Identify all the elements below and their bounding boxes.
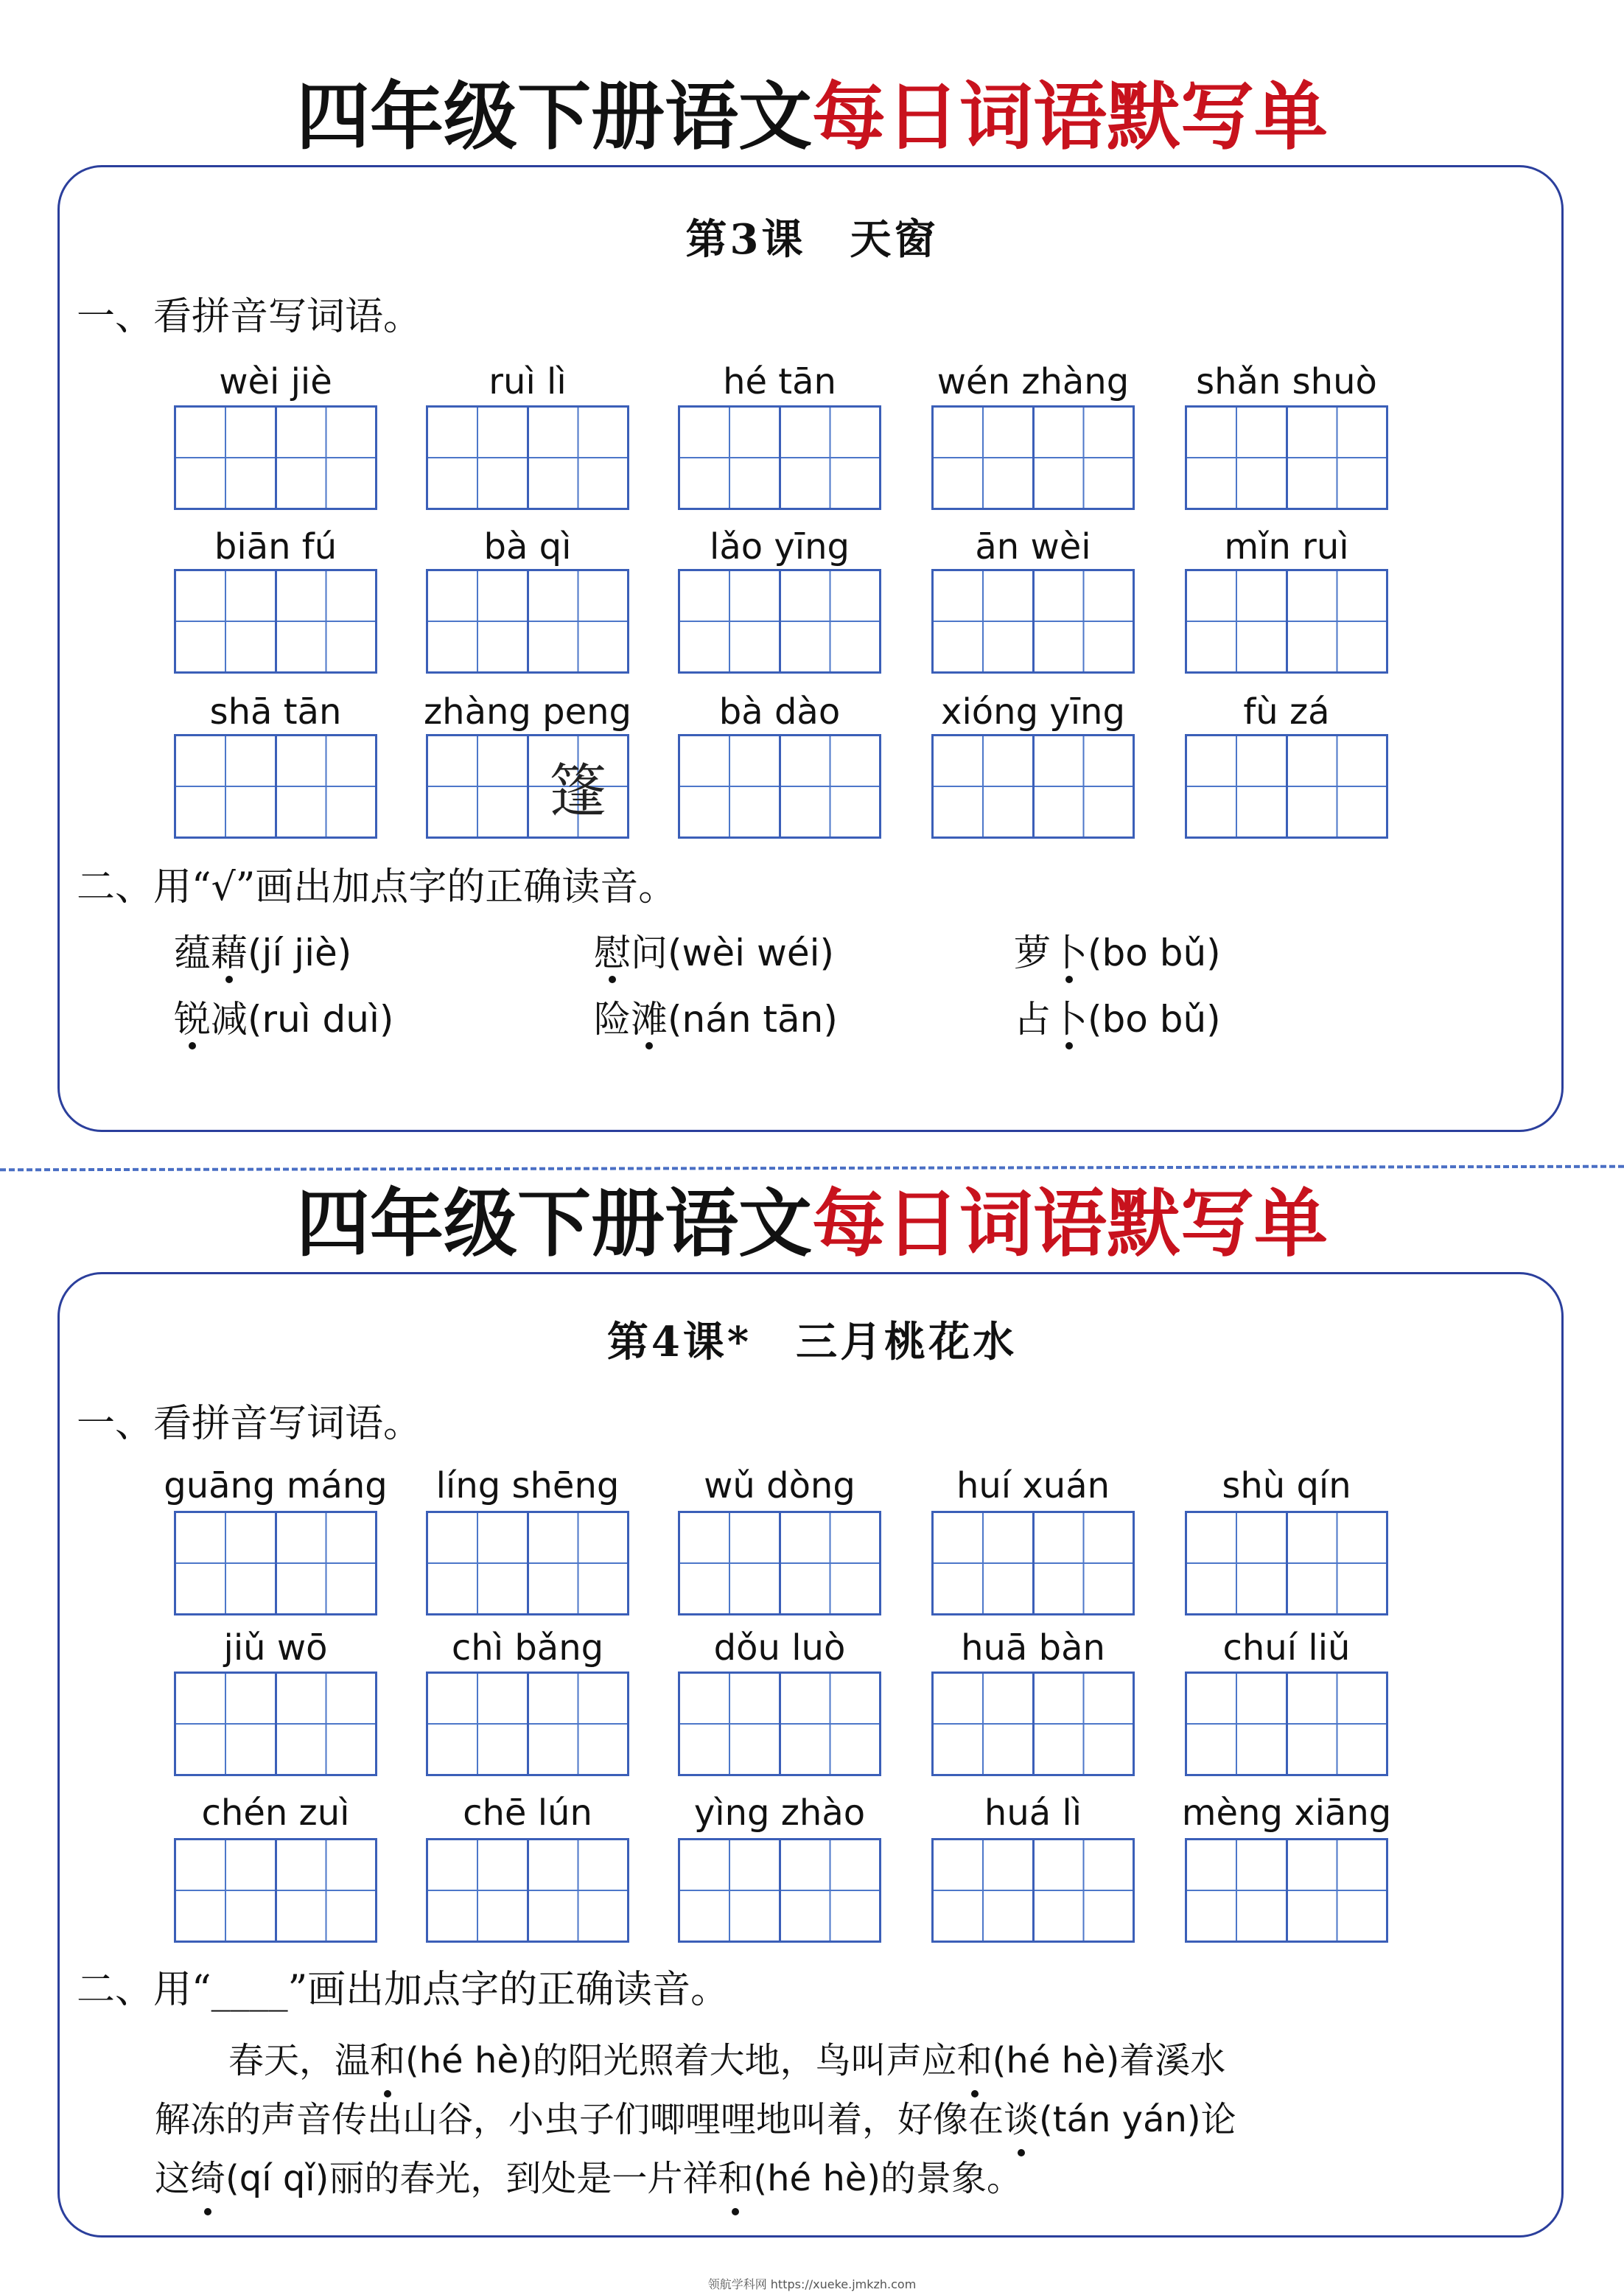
writing-grid[interactable] <box>931 405 1135 510</box>
tianzige-cell[interactable] <box>1286 1840 1387 1941</box>
tianzige-cell[interactable] <box>1187 408 1286 508</box>
writing-grid[interactable] <box>931 1838 1135 1943</box>
word-pinyin: líng shēng <box>435 1465 620 1506</box>
tianzige-cell[interactable] <box>680 736 779 836</box>
tianzige-cell[interactable] <box>527 571 628 671</box>
tianzige-cell[interactable] <box>428 1674 527 1774</box>
word-pinyin: hé tān <box>723 361 836 402</box>
writing-grid[interactable] <box>426 734 629 839</box>
word-pinyin: lǎo yīng <box>709 526 850 567</box>
tianzige-cell[interactable] <box>934 736 1032 836</box>
passage-line-1: 春天，温和(hé hè)的阳光照着大地，鸟叫声应和(hé hè)着溪水 <box>228 2031 1225 2090</box>
writing-grid[interactable] <box>1185 405 1388 510</box>
tianzige-cell[interactable] <box>934 571 1032 671</box>
writing-grid[interactable] <box>174 1672 377 1776</box>
tianzige-cell[interactable] <box>275 1513 376 1613</box>
writing-grid[interactable] <box>1185 1672 1388 1776</box>
tianzige-cell[interactable] <box>680 1674 779 1774</box>
reading-choice-item: 慰问(wèi wéi) <box>594 932 835 974</box>
word-pinyin: fù zá <box>1243 691 1330 733</box>
word-pinyin: shā tān <box>209 691 342 733</box>
tianzige-cell[interactable] <box>1032 408 1133 508</box>
writing-grid[interactable] <box>426 1672 629 1776</box>
writing-grid[interactable] <box>426 569 629 674</box>
tianzige-cell[interactable] <box>1286 1674 1387 1774</box>
writing-grid[interactable] <box>1185 734 1388 839</box>
tianzige-cell[interactable] <box>934 1840 1032 1941</box>
tianzige-cell[interactable] <box>527 736 628 836</box>
word-pinyin: chì bǎng <box>451 1627 604 1669</box>
reading-choice-item: 蕴藉(jí jiè) <box>174 932 352 974</box>
header-title-text: 每日词语默写单 <box>812 73 1328 160</box>
tianzige-cell[interactable] <box>1032 571 1133 671</box>
word-pinyin: bà dào <box>718 691 841 733</box>
writing-grid[interactable] <box>174 569 377 674</box>
tianzige-cell[interactable] <box>934 1513 1032 1613</box>
tianzige-cell[interactable] <box>779 408 880 508</box>
word-pinyin: chē lún <box>463 1792 592 1834</box>
section-heading-reading-2: 二、用“____”画出加点字的正确读音。 <box>77 1968 729 2012</box>
tianzige-cell[interactable] <box>1187 1513 1286 1613</box>
writing-grid[interactable] <box>1185 1511 1388 1615</box>
writing-grid[interactable] <box>931 734 1135 839</box>
header-grade-text: 四年级下册语文 <box>296 1180 812 1267</box>
tianzige-cell[interactable] <box>680 1513 779 1613</box>
tianzige-cell[interactable] <box>176 1674 275 1774</box>
writing-grid[interactable] <box>174 1511 377 1615</box>
writing-grid[interactable] <box>678 405 881 510</box>
word-pinyin: bà qì <box>483 526 572 567</box>
tianzige-cell[interactable] <box>680 571 779 671</box>
writing-grid[interactable] <box>426 1511 629 1615</box>
tianzige-cell[interactable] <box>1187 1674 1286 1774</box>
prefilled-character: 篷 <box>549 758 607 825</box>
tianzige-cell[interactable] <box>1187 571 1286 671</box>
tianzige-cell[interactable] <box>176 571 275 671</box>
tianzige-cell[interactable] <box>1032 1674 1133 1774</box>
word-pinyin: wǔ dòng <box>704 1465 855 1506</box>
tianzige-cell[interactable] <box>1032 736 1133 836</box>
word-pinyin: ruì lì <box>489 361 567 402</box>
writing-grid[interactable] <box>174 405 377 510</box>
section-heading-reading-1: 二、用“√”画出加点字的正确读音。 <box>77 865 677 909</box>
word-pinyin: zhàng peng <box>423 691 632 733</box>
writing-grid[interactable] <box>174 1838 377 1943</box>
tianzige-cell[interactable] <box>779 1840 880 1941</box>
writing-grid[interactable] <box>678 734 881 839</box>
word-pinyin: huá lì <box>984 1792 1082 1834</box>
tianzige-cell[interactable] <box>428 736 527 836</box>
word-pinyin: huí xuán <box>956 1465 1110 1506</box>
tianzige-cell[interactable] <box>779 1513 880 1613</box>
word-pinyin: ān wèi <box>975 526 1091 567</box>
word-pinyin: chén zuì <box>201 1792 350 1834</box>
header-title-text: 每日词语默写单 <box>812 1180 1328 1267</box>
word-pinyin: biān fú <box>214 526 337 567</box>
cut-line-divider <box>0 1165 1624 1172</box>
reading-choice-item: 锐减(ruì duì) <box>174 998 394 1041</box>
tianzige-cell[interactable] <box>779 1674 880 1774</box>
tianzige-cell[interactable] <box>428 1513 527 1613</box>
tianzige-cell[interactable] <box>428 1840 527 1941</box>
lesson-title-2: 第4课* 三月桃花水 <box>606 1318 1018 1366</box>
reading-choice-item: 占卜(bo bǔ) <box>1014 998 1221 1041</box>
writing-grid[interactable] <box>426 1838 629 1943</box>
writing-grid[interactable] <box>426 405 629 510</box>
word-pinyin: shù qín <box>1222 1465 1351 1506</box>
writing-grid[interactable] <box>174 734 377 839</box>
tianzige-cell[interactable] <box>176 1513 275 1613</box>
section-heading-pinyin-2: 一、看拼音写词语。 <box>77 1402 422 1446</box>
word-pinyin: dǒu luò <box>713 1627 846 1669</box>
tianzige-cell[interactable] <box>527 408 628 508</box>
tianzige-cell[interactable] <box>779 571 880 671</box>
tianzige-cell[interactable] <box>934 1674 1032 1774</box>
tianzige-cell[interactable] <box>527 1840 628 1941</box>
tianzige-cell[interactable] <box>275 571 376 671</box>
writing-grid[interactable] <box>931 1511 1135 1615</box>
section-heading-pinyin-1: 一、看拼音写词语。 <box>77 295 422 339</box>
tianzige-cell[interactable] <box>1286 1513 1387 1613</box>
passage-line-2: 解冻的声音传出山谷，小虫子们唧哩哩地叫着，好像在谈(tán yán)论 <box>155 2090 1236 2149</box>
passage-line-3: 这绮(qí qǐ)丽的春光，到处是一片祥和(hé hè)的景象。 <box>155 2149 1022 2208</box>
word-pinyin: jiǔ wō <box>223 1627 328 1669</box>
tianzige-cell[interactable] <box>428 571 527 671</box>
tianzige-cell[interactable] <box>1032 1513 1133 1613</box>
tianzige-cell[interactable] <box>428 408 527 508</box>
word-pinyin: mèng xiāng <box>1181 1792 1392 1834</box>
tianzige-cell[interactable] <box>1032 1840 1133 1941</box>
writing-grid[interactable] <box>931 569 1135 674</box>
tianzige-cell[interactable] <box>1187 1840 1286 1941</box>
tianzige-cell[interactable] <box>1286 736 1387 836</box>
tianzige-cell[interactable] <box>275 1840 376 1941</box>
word-pinyin: wén zhàng <box>937 361 1130 402</box>
writing-grid[interactable] <box>1185 569 1388 674</box>
tianzige-cell[interactable] <box>680 1840 779 1941</box>
tianzige-cell[interactable] <box>779 736 880 836</box>
tianzige-cell[interactable] <box>1286 408 1387 508</box>
tianzige-cell[interactable] <box>680 408 779 508</box>
word-pinyin: mǐn ruì <box>1224 526 1349 567</box>
word-pinyin: shǎn shuò <box>1196 361 1377 402</box>
reading-choice-item: 险滩(nán tān) <box>594 998 838 1041</box>
writing-grid[interactable] <box>678 1672 881 1776</box>
tianzige-cell[interactable] <box>176 1840 275 1941</box>
reading-choice-item: 萝卜(bo bǔ) <box>1014 932 1221 974</box>
writing-grid[interactable] <box>678 1838 881 1943</box>
worksheet-header-1 <box>0 72 1624 161</box>
writing-grid[interactable] <box>931 1672 1135 1776</box>
tianzige-cell[interactable] <box>275 408 376 508</box>
tianzige-cell[interactable] <box>176 736 275 836</box>
tianzige-cell[interactable] <box>176 408 275 508</box>
tianzige-cell[interactable] <box>527 1674 628 1774</box>
writing-grid[interactable] <box>1185 1838 1388 1943</box>
tianzige-cell[interactable] <box>275 736 376 836</box>
word-pinyin: chuí liǔ <box>1222 1627 1351 1669</box>
tianzige-cell[interactable] <box>1187 736 1286 836</box>
tianzige-cell[interactable] <box>527 1513 628 1613</box>
word-pinyin: yìng zhào <box>693 1792 866 1834</box>
word-pinyin: huā bàn <box>961 1627 1105 1669</box>
tianzige-cell[interactable] <box>934 408 1032 508</box>
writing-grid[interactable] <box>678 1511 881 1615</box>
word-pinyin: guāng máng <box>164 1465 388 1506</box>
worksheet-header-2 <box>0 1179 1624 1268</box>
lesson-title-1: 第3课 天窗 <box>685 215 939 264</box>
writing-grid[interactable] <box>678 569 881 674</box>
header-grade-text: 四年级下册语文 <box>296 73 812 160</box>
word-pinyin: xióng yīng <box>941 691 1125 733</box>
footer-watermark: 领航学科网 https://xueke.jmkzh.com <box>707 2277 917 2291</box>
tianzige-cell[interactable] <box>1286 571 1387 671</box>
word-pinyin: wèi jiè <box>219 361 332 402</box>
tianzige-cell[interactable] <box>275 1674 376 1774</box>
